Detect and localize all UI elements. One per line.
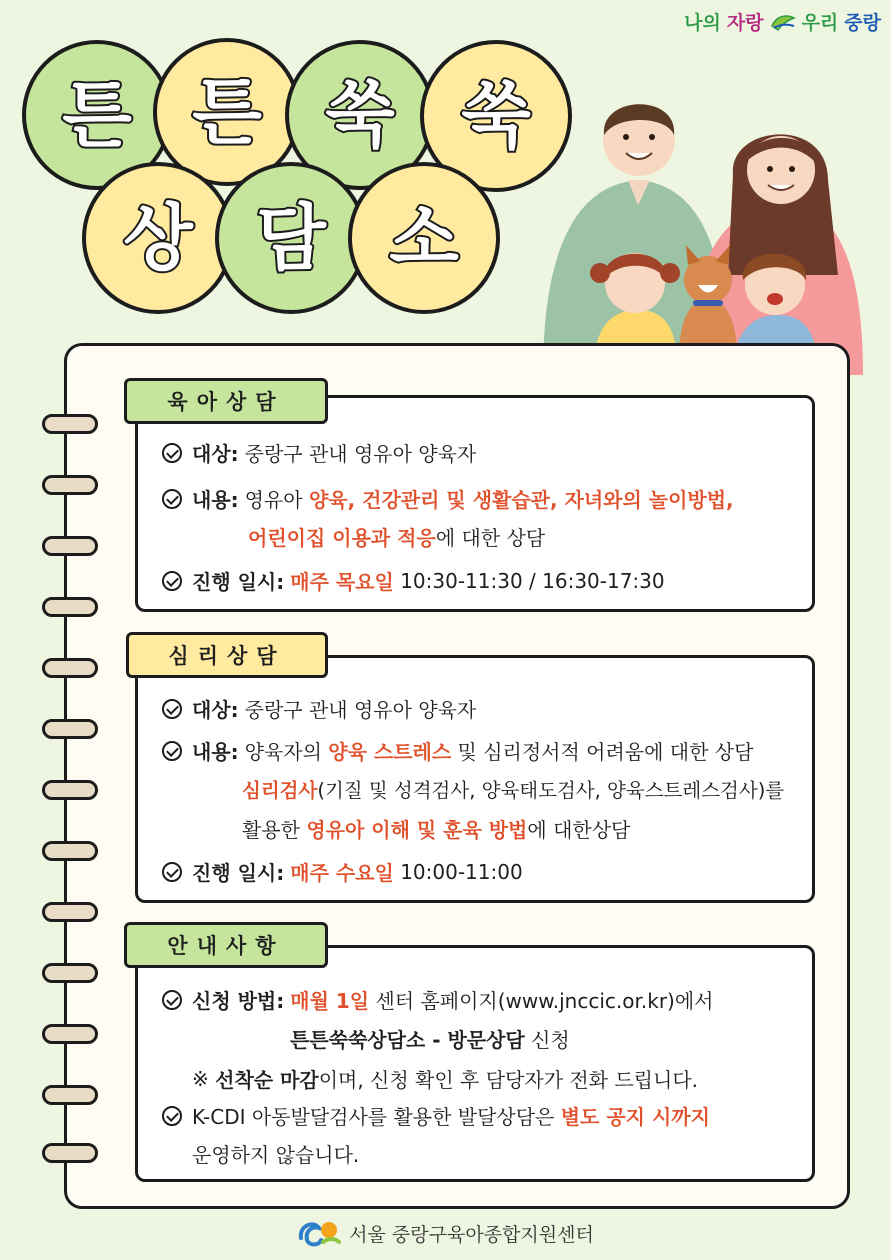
notice-apply-cont: 튼튼쑥쑥상담소 - 방문상담 신청: [290, 1028, 570, 1052]
binder-ring: [42, 414, 98, 434]
slogan: [684, 8, 881, 35]
title-char: 담: [256, 196, 326, 280]
title-char: 소: [389, 196, 459, 280]
title-char: 튼: [192, 70, 262, 154]
psych-content-use: 활용한 영유아 이해 및 훈육 방법 에 대한상담: [242, 818, 631, 842]
binder-ring: [42, 658, 98, 678]
title-bubble-6: [215, 162, 367, 314]
family-illustration: [538, 85, 868, 375]
psych-target: 대상: 중랑구 관내 영유아 양육자: [162, 694, 476, 723]
psych-tab: 심리상담: [126, 632, 328, 678]
footer: [0, 1218, 891, 1248]
title-bubble-5: [82, 162, 234, 314]
binder-ring: [42, 536, 98, 556]
psych-schedule: 진행 일시: 매주 수요일 10:00-11:00: [162, 857, 523, 886]
binder-ring: [42, 1024, 98, 1044]
binder-ring: [42, 963, 98, 983]
binder-ring: [42, 780, 98, 800]
parenting-content-cont: 어린이집 이용과 적응 에 대한 상담: [248, 526, 546, 550]
notice-apply: 신청 방법: 매월 1일 센터 홈페이지(www.jnccic.or.kr)에서: [162, 985, 714, 1014]
title-char: 튼: [62, 73, 132, 157]
leaf-logo-icon: [770, 12, 796, 32]
binder-ring: [42, 841, 98, 861]
parenting-content: 내용: 영유아 양육, 건강관리 및 생활습관, 자녀와의 놀이방법,: [162, 484, 734, 513]
check-circle-icon: [162, 990, 182, 1010]
binder-ring: [42, 597, 98, 617]
footer-org-name: 서울 중랑구육아종합지원센터: [349, 1223, 594, 1246]
notice-kcdi: K-CDI 아동발달검사를 활용한 발달상담은 별도 공지 시까지: [162, 1101, 710, 1130]
binder-ring: [42, 1085, 98, 1105]
check-circle-icon: [162, 741, 182, 761]
slogan-part2: 자랑: [726, 12, 764, 34]
slogan-part3: 우리: [801, 12, 839, 34]
psych-content: 내용: 양육자의 양육 스트레스 및 심리정서적 어려움에 대한 상담: [162, 736, 753, 765]
binder-ring: [42, 902, 98, 922]
title-char: 쑥: [461, 74, 531, 158]
check-circle-icon: [162, 571, 182, 591]
parenting-schedule: 진행 일시: 매주 목요일 10:30-11:30 / 16:30-17:30: [162, 566, 665, 595]
slogan-part1: 나의: [684, 12, 721, 34]
check-circle-icon: [162, 862, 182, 882]
check-circle-icon: [162, 443, 182, 463]
notice-kcdi-cont: 운영하지 않습니다.: [192, 1143, 360, 1167]
parenting-tab: 육아상담: [124, 378, 328, 424]
title-bubble-7: [348, 162, 500, 314]
parenting-target: 대상: 중랑구 관내 영유아 양육자: [162, 438, 476, 467]
notice-tab: 안내사항: [124, 922, 328, 968]
title-char: 상: [123, 196, 193, 280]
binder-ring: [42, 475, 98, 495]
center-logo-icon: [297, 1218, 341, 1248]
check-circle-icon: [162, 489, 182, 509]
psych-content-test: 심리검사 (기질 및 성격검사, 양육태도검사, 양육스트레스검사)를: [242, 779, 785, 802]
notice-first-come: ※ 선착순 마감 이며, 신청 확인 후 담당자가 전화 드립니다.: [192, 1066, 699, 1092]
check-circle-icon: [162, 1106, 182, 1126]
binder-ring: [42, 719, 98, 739]
check-circle-icon: [162, 699, 182, 719]
slogan-part4: 중랑: [844, 12, 881, 34]
binder-ring: [42, 1143, 98, 1163]
title-char: 쑥: [325, 73, 395, 157]
